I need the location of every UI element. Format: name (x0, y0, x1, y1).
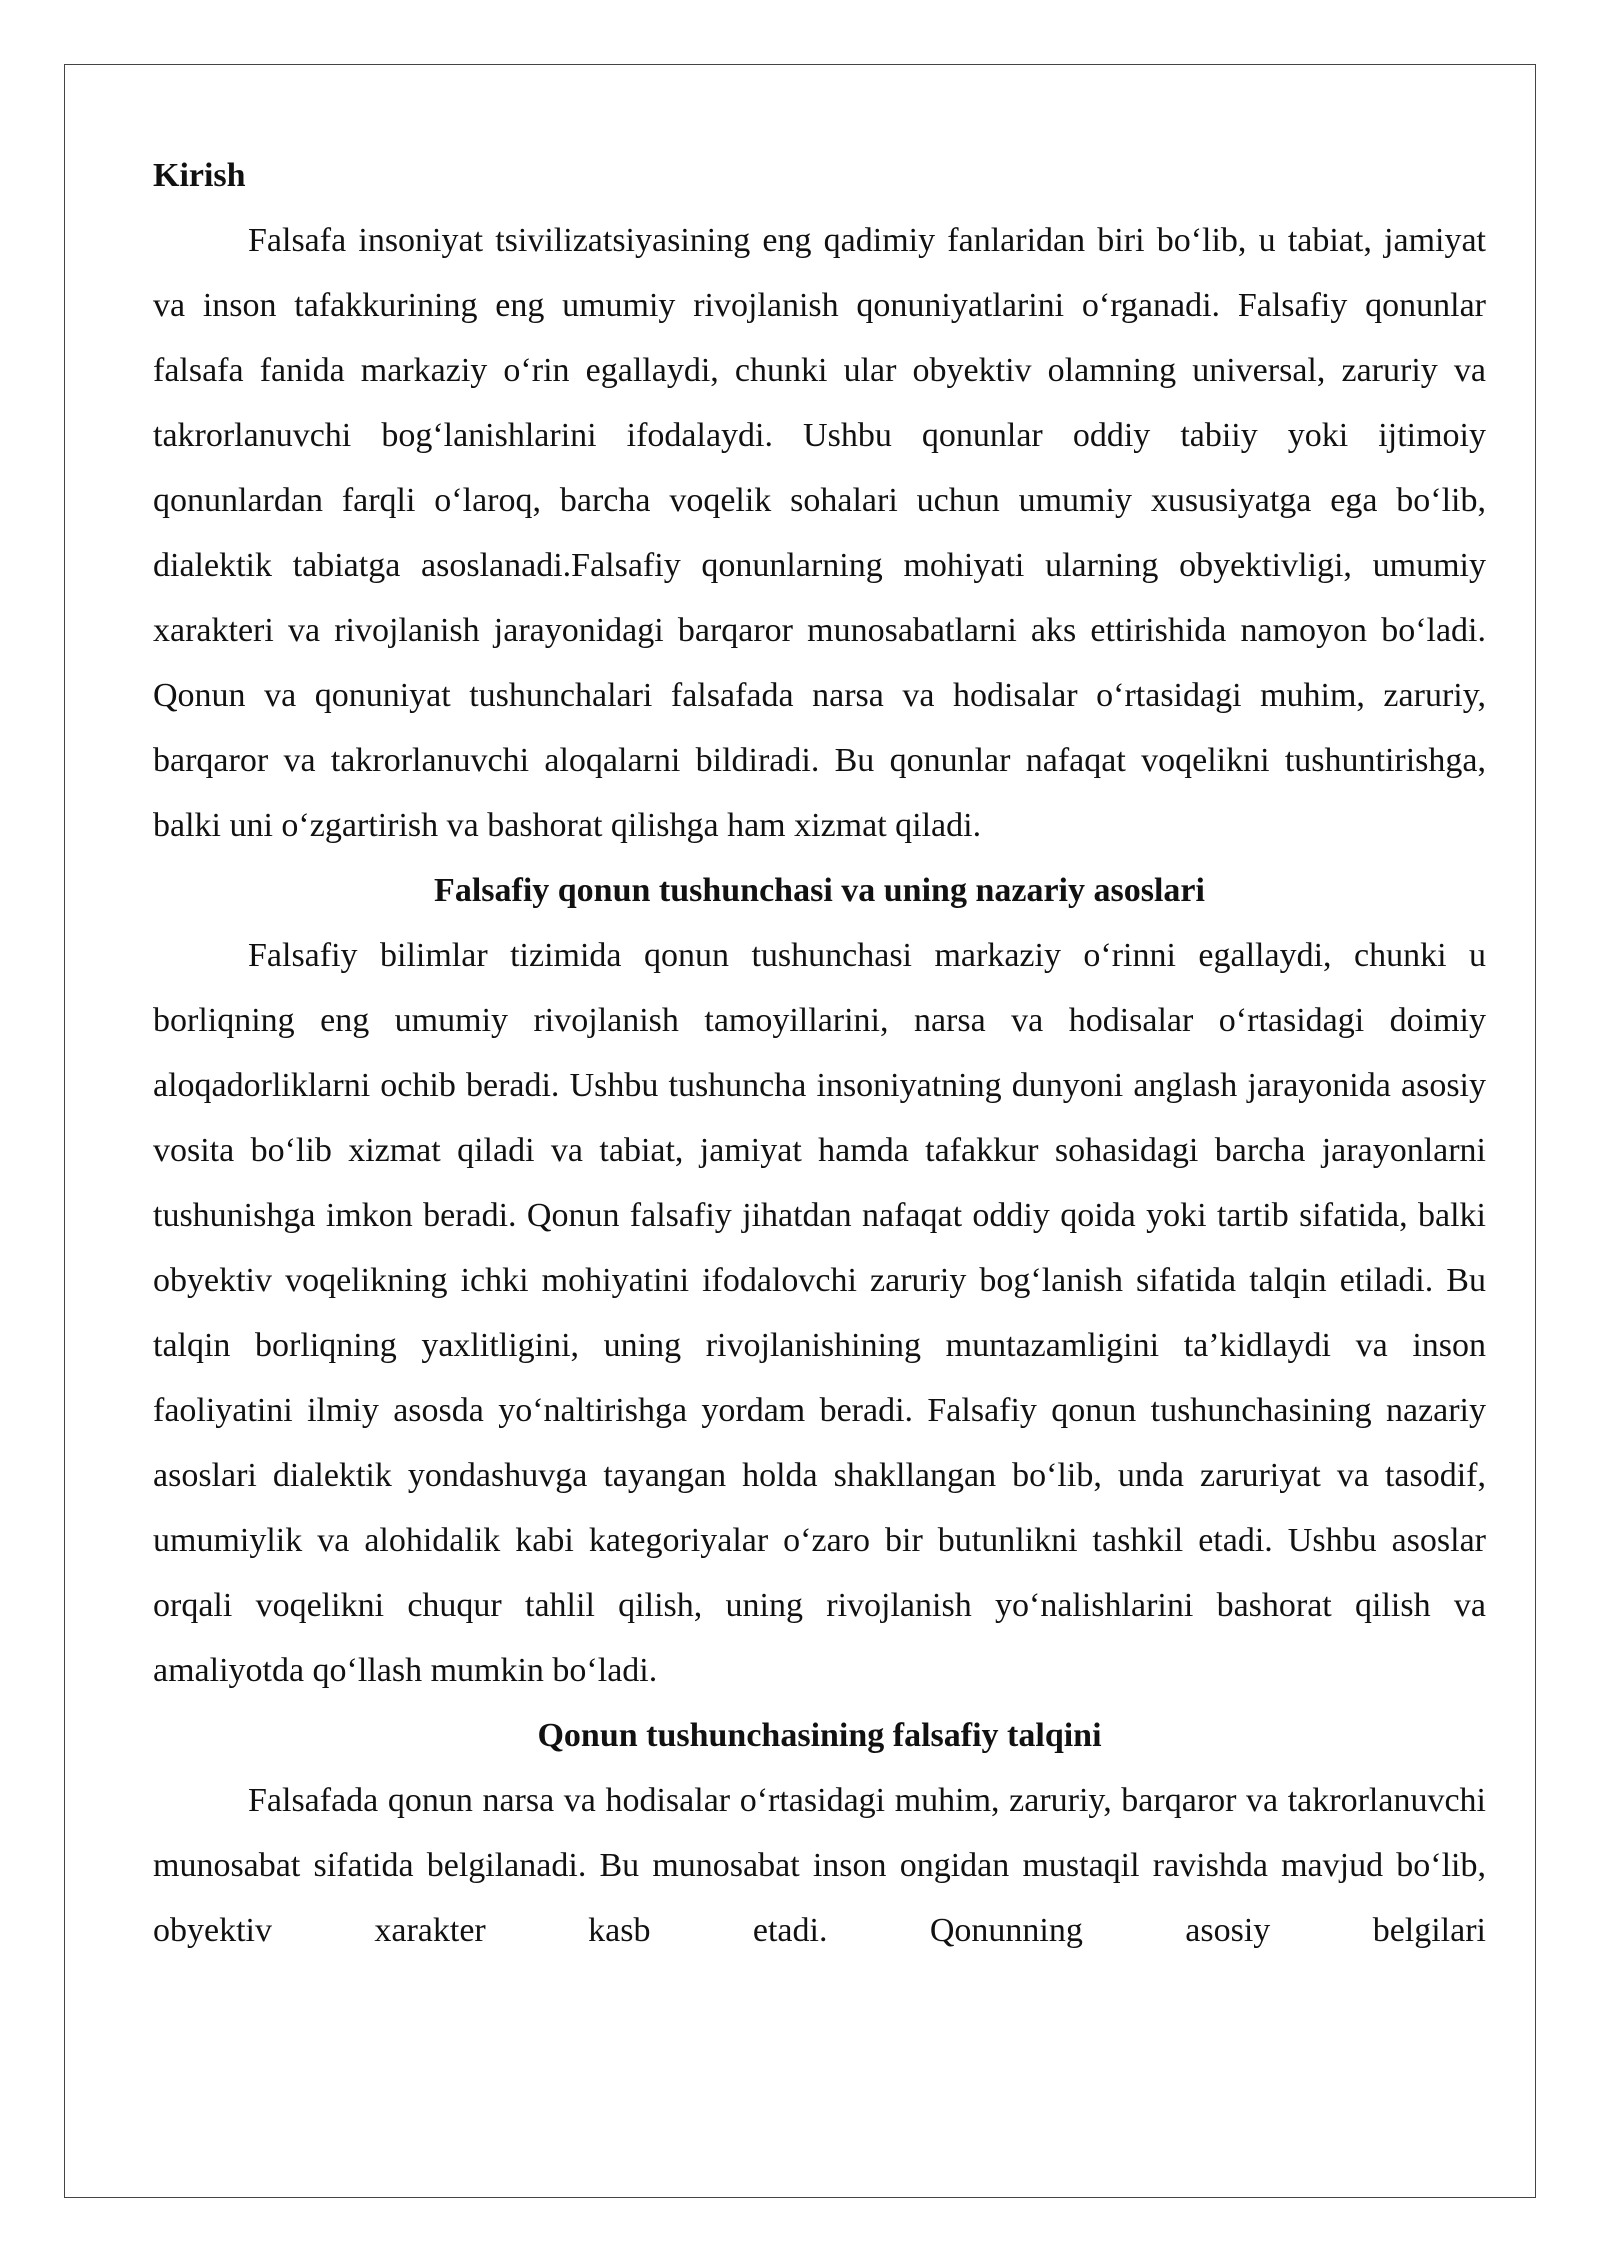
section-law-concept (153, 858, 1486, 1703)
section-heading: Qonun tushunchasining falsafiy talqini (537, 1717, 1102, 1754)
section-philosophical-interpretation (153, 1703, 1486, 1963)
section-introduction (153, 143, 1486, 858)
section-heading: Kirish (153, 157, 246, 194)
paragraph: Falsafada qonun narsa va hodisalar o‘rtasidagi muhim, zaruriy, barqaror va takrorlanuvchi munosabat sifatida belgilanadi. Bu munosabat inson ongidan mustaqil ravishda mavjud bo‘lib, obyektiv xarakter kasb etadi. Qonunning asosiy belgilari (153, 1782, 1486, 1949)
paragraph: Falsafa insoniyat tsivilizatsiyasining eng qadimiy fanlaridan biri bo‘lib, u tabiat, jamiyat va inson tafakkurining eng umumiy rivojlanish qonuniyatlarini o‘rganadi. Falsafiy qonunlar falsafa fanida markaziy o‘rin egallaydi, chunki ular obyektiv olamning universal, zaruriy va takrorlanuvchi bog‘lanishlarini ifodalaydi. Ushbu qonunlar oddiy tabiiy yoki ijtimoiy qonunlardan farqli o‘laroq, barcha voqelik sohalari uchun umumiy xususiyatga ega bo‘lib, dialektik tabiatga asoslanadi.Falsafiy qonunlarning mohiyati ularning obyektivligi, umumiy xarakteri va rivojlanish jarayonidagi barqaror munosabatlarni aks ettirishida namoyon bo‘ladi. Qonun va qonuniyat tushunchalari falsafada narsa va hodisalar o‘rtasidagi muhim, zaruriy, barqaror va takrorlanuvchi aloqalarni bildiradi. Bu qonunlar nafaqat voqelikni tushuntirishga, balki uni o‘zgartirish va bashorat qilishga ham xizmat qiladi. (153, 222, 1486, 844)
paragraph: Falsafiy bilimlar tizimida qonun tushunchasi markaziy o‘rinni egallaydi, chunki u borliqning eng umumiy rivojlanish tamoyillarini, narsa va hodisalar o‘rtasidagi doimiy aloqadorliklarni ochib beradi. Ushbu tushuncha insoniyatning dunyoni anglash jarayonida asosiy vosita bo‘lib xizmat qiladi va tabiat, jamiyat hamda tafakkur sohasidagi barcha jarayonlarni tushunishga imkon beradi. Qonun falsafiy jihatdan nafaqat oddiy qoida yoki tartib sifatida, balki obyektiv voqelikning ichki mohiyatini ifodalovchi zaruriy bog‘lanish sifatida talqin etiladi. Bu talqin borliqning yaxlitligini, uning rivojlanishining muntazamligini ta’kidlaydi va inson faoliyatini ilmiy asosda yo‘naltirishga yordam beradi. Falsafiy qonun tushunchasining nazariy asoslari dialektik yondashuvga tayangan holda shakllangan bo‘lib, unda zaruriyat va tasodif, umumiylik va alohidalik kabi kategoriyalar o‘zaro bir butunlikni tashkil etadi. Ushbu asoslar orqali voqelikni chuqur tahlil qilish, uning rivojlanish yo‘nalishlarini bashorat qilish va amaliyotda qo‘llash mumkin bo‘ladi. (153, 937, 1486, 1689)
document-body (153, 143, 1486, 1963)
section-heading: Falsafiy qonun tushunchasi va uning nazariy asoslari (434, 872, 1205, 909)
